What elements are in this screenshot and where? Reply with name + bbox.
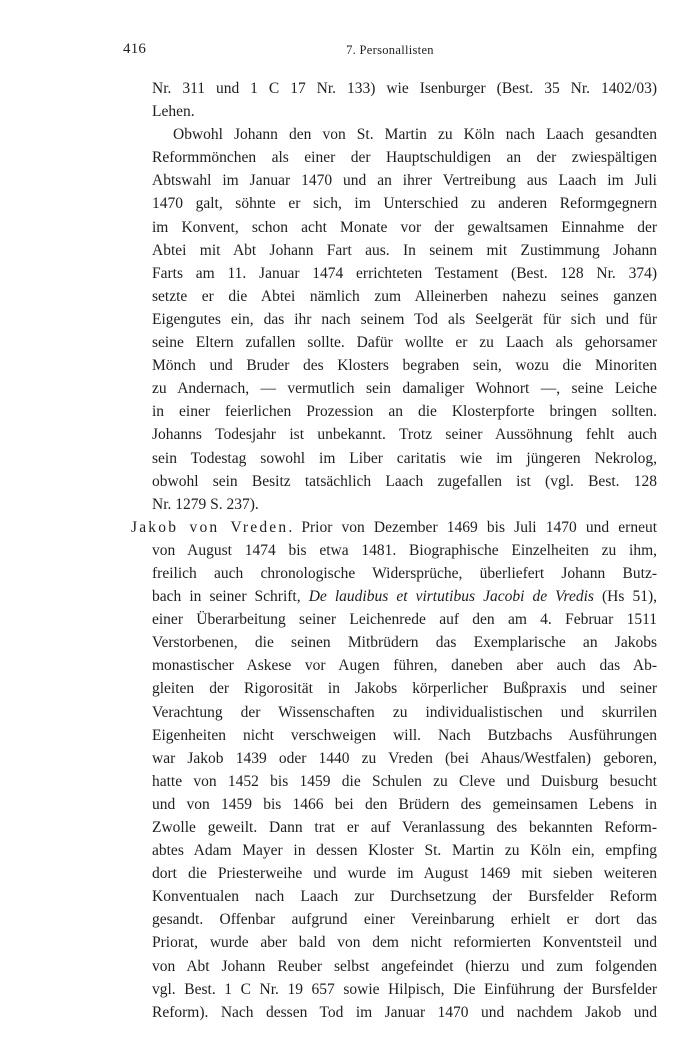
text-line: Reformmönchen als einer der Hauptschuldigen an der zwiespältigen [152,149,657,167]
text-line: im Konvent, schon acht Monate vor der gewaltsamen Einnahme der [152,218,657,236]
text-line: obwohl sein Besitz tatsächlich Laach zugefallen ist (vgl. Best. 128 [152,472,657,490]
text-line: dort die Priesterweihe und wurde im August 1469 mit sieben weiteren [152,865,657,883]
text-line: war Jakob 1439 oder 1440 zu Vreden (bei Ahaus/Westfalen) geboren, [152,749,657,767]
text-line: 1470 galt, söhnte er sich, im Unterschied zu anderen Reformgegnern [152,195,657,213]
running-head: 7. Personallisten [346,43,434,57]
text-segment: (Hs 51), [593,588,657,606]
text-line: Verachtung der Wissenschaften zu individualistischen und skurrilen [152,703,657,721]
text-line: in einer feierlichen Prozession an die Klosterpforte bringen sollten. [152,403,657,421]
text-line: sein Todestag sowohl im Liber caritatis wie im jüngeren Nekrolog, [152,449,657,467]
text-line: Konventualen nach Laach zur Durchsetzung der Bursfelder Reform [152,888,657,906]
text-line: freilich auch chronologische Widersprüche, überliefert Johann Butz- [152,564,657,582]
text-line: Johanns Todesjahr ist unbekannt. Trotz seiner Aussöhnung fehlt auch [152,426,657,444]
text-line: Nr. 311 und 1 C 17 Nr. 133) wie Isenburger (Best. 35 Nr. 1402/03) [152,80,657,97]
text-line: seine Eltern zufallen sollte. Dafür wollte er zu Laach als gehorsamer [152,334,657,352]
text-line: vgl. Best. 1 C Nr. 19 657 sowie Hilpisch, Die Einführung der Bursfelder [152,980,657,998]
text-line: von Abt Johann Reuber selbst angefeindet (hierzu und zum folgenden [152,957,657,975]
text-line: von August 1474 bis etwa 1481. Biographische Einzelheiten zu ihm, [152,541,657,559]
text-line: gesandt. Offenbar aufgrund einer Vereinbarung erhielt er dort das [152,911,657,929]
text-line: Mönch und Bruder des Klosters begraben sein, wozu die Minoriten [152,357,657,375]
text-line: Priorat, wurde aber bald von dem nicht reformierten Konventsteil und [152,934,657,952]
text-line: Obwohl Johann den von St. Martin zu Köln nach Laach gesandten [173,126,657,144]
text-line-with-title [123,585,657,608]
text-line: und von 1459 bis 1466 bei den Brüdern des gemeinsamen Lebens in [152,795,657,813]
entry-name: Jakob von Vreden [131,518,289,536]
text-line: Eigengutes ein, das ihr nach seinem Tod als Seelgerät für sich und für [152,310,657,328]
treatise-title: De laudibus et virtutibus Jacobi de Vredis [308,588,594,606]
text-line: Verstorbenen, die seinen Mitbrüdern das Exemplarische an Jakobs [152,634,657,652]
text-line: Nr. 1279 S. 237). [152,495,259,513]
text-line: Lehen. [152,103,195,121]
text-line: Zwolle geweilt. Dann trat er auf Veranlassung des bekannten Reform- [152,819,657,836]
text-line: Farts am 11. Januar 1474 errichteten Testament (Best. 128 Nr. 374) [152,264,657,282]
text-line: zu Andernach, — vermutlich sein damaliger Wohnort —, seine Leiche [152,380,657,398]
text-line: einer Überarbeitung seiner Leichenrede auf den am 4. Februar 1511 [152,611,657,629]
text-line: monastischer Askese vor Augen führen, daneben aber auch das Ab- [152,657,657,675]
entry-heading-text: . Prior von Dezember 1469 bis Juli 1470 und erneut [288,518,657,536]
text-line: abtes Adam Mayer in dessen Kloster St. Martin zu Köln ein, empfing [152,842,657,860]
text-line: gleiten der Rigorosität in Jakobs körperlicher Bußpraxis und seiner [152,680,657,698]
text-line: Abtei mit Abt Johann Fart aus. In seinem mit Zustimmung Johann [152,241,657,259]
text-line: Reform). Nach dessen Tod im Januar 1470 und nachdem Jakob und [152,1003,657,1021]
body-text [123,77,657,1024]
page-header [123,41,657,61]
text-line: Eigenheiten nicht verschweigen will. Nach Butzbachs Ausführungen [152,726,657,744]
page-number: 416 [123,41,147,57]
entry-heading-line [123,516,657,539]
text-line: Abtswahl im Januar 1470 und an ihrer Vertreibung aus Laach im Juli [152,172,657,190]
text-segment: bach in seiner Schrift, [152,588,309,606]
text-line: hatte von 1452 bis 1459 die Schulen zu Cleve und Duisburg besucht [152,772,657,790]
text-line: setzte er die Abtei nämlich zum Alleinerben nahezu seines ganzen [152,287,657,305]
